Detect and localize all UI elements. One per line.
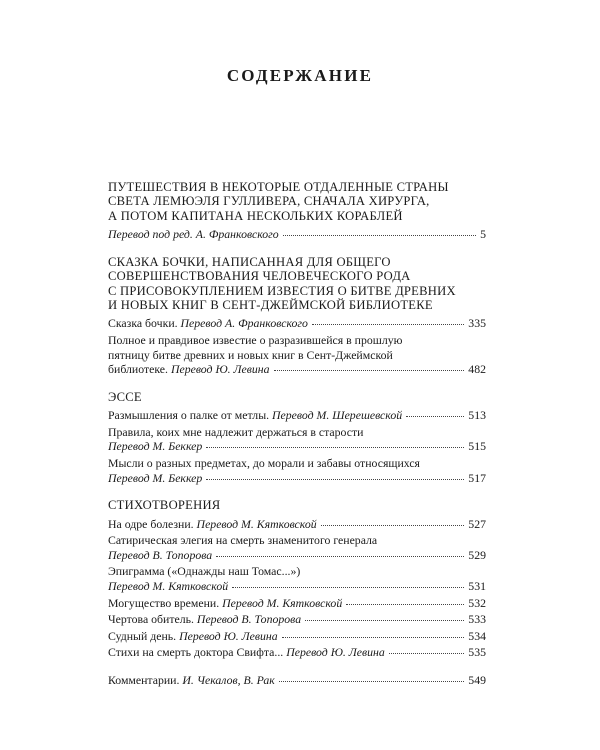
toc-entry — [108, 612, 486, 627]
table-of-contents — [108, 180, 486, 701]
dot-leader — [232, 586, 464, 588]
entry-title-line: Полное и правдивое известие о разразившейся в прошлую — [108, 333, 403, 348]
entry-text — [108, 408, 402, 423]
page-number: 549 — [468, 672, 486, 687]
toc-entry — [108, 227, 486, 242]
section-heading — [108, 390, 486, 404]
entry-text — [108, 612, 301, 627]
entry-last-line — [108, 316, 486, 331]
entry-text — [108, 471, 202, 486]
section-heading-line: И НОВЫХ КНИГ В СЕНТ-ДЖЕЙМСКОЙ БИБЛИОТЕКЕ — [108, 298, 433, 313]
page-number: 534 — [468, 628, 486, 643]
entry-translator: Перевод М. Кятковской — [108, 578, 229, 593]
toc-entry — [108, 456, 486, 485]
entry-last-line — [108, 471, 486, 486]
dot-leader — [206, 446, 464, 448]
entry-last-line — [108, 439, 486, 454]
dot-leader — [274, 369, 465, 371]
entry-text — [108, 227, 279, 242]
toc-section — [108, 498, 486, 660]
page-number: 535 — [468, 645, 486, 660]
page-number: 5 — [480, 227, 486, 242]
dot-leader — [206, 478, 464, 480]
entry-title-line: Сатирическая элегия на смерть знаменитого генерала — [108, 533, 378, 548]
entry-text — [108, 579, 228, 594]
entry-text — [108, 673, 275, 688]
entry-translator: И. Чекалов, В. Рак — [182, 672, 275, 687]
entry-title-line: Эпиграмма («Однажды наш Томас...») — [108, 564, 301, 579]
toc-section — [108, 255, 486, 377]
entry-last-line — [108, 362, 486, 377]
section-heading-line: А ПОТОМ КАПИТАНА НЕСКОЛЬКИХ КОРАБЛЕЙ — [108, 208, 403, 223]
entry-text — [108, 517, 317, 532]
section-heading-line: С ПРИСОВОКУПЛЕНИЕМ ИЗВЕСТИЯ О БИТВЕ ДРЕВНИХ — [108, 283, 456, 298]
page-title: СОДЕРЖАНИЕ — [226, 66, 374, 85]
page-number: 515 — [468, 439, 486, 454]
page-number: 513 — [468, 408, 486, 423]
entry-last-line — [108, 548, 486, 563]
section-heading-line: СКАЗКА БОЧКИ, НАПИСАННАЯ ДЛЯ ОБЩЕГО — [108, 254, 391, 269]
dot-leader — [216, 555, 464, 557]
section-heading-line: СТИХОТВОРЕНИЯ — [108, 498, 221, 513]
toc-section — [108, 673, 486, 688]
dot-leader — [406, 415, 464, 417]
page-number: 527 — [468, 516, 486, 531]
entry-translator: Перевод Ю. Левина — [286, 645, 385, 660]
page-number: 532 — [468, 595, 486, 610]
entry-title: Комментарии. — [108, 672, 183, 687]
entry-title-line: пятницу битве древних и новых книг в Сент-Джеймской — [108, 347, 393, 362]
entry-title: Судный день. — [108, 628, 180, 643]
entry-last-line — [108, 579, 486, 594]
section-heading — [108, 498, 486, 512]
entry-text — [108, 548, 212, 563]
entry-translator: Перевод В. Топорова — [108, 547, 213, 562]
toc-entry — [108, 316, 486, 331]
toc-entry — [108, 596, 486, 611]
entry-title: На одре болезни. — [108, 516, 197, 531]
entry-last-line — [108, 612, 486, 627]
toc-entry — [108, 629, 486, 644]
section-heading — [108, 255, 486, 313]
entry-title: Размышления о палке от метлы. — [108, 408, 273, 423]
dot-leader — [346, 603, 464, 605]
section-heading-line: СОВЕРШЕНСТВОВАНИЯ ЧЕЛОВЕЧЕСКОГО РОДА — [108, 269, 411, 284]
entry-text — [108, 316, 308, 331]
page-number: 517 — [468, 470, 486, 485]
dot-leader — [321, 524, 465, 526]
entry-last-line — [108, 517, 486, 532]
entry-title-line: Мысли о разных предметах, до морали и забавы относящихся — [108, 456, 420, 470]
entry-text — [108, 596, 342, 611]
toc-entry — [108, 533, 486, 562]
section-heading — [108, 180, 486, 223]
entry-translator: Перевод М. Беккер — [108, 470, 203, 485]
entry-translator: Перевод В. Топорова — [196, 612, 302, 627]
page-number: 533 — [468, 612, 486, 627]
entry-translator: Перевод Ю. Левина — [170, 362, 270, 377]
entry-last-line — [108, 227, 486, 242]
toc-section — [108, 180, 486, 242]
entry-translator: Перевод М. Кятковской — [222, 595, 343, 610]
dot-leader — [282, 636, 465, 638]
entry-translator: Перевод М. Кятковской — [196, 516, 317, 531]
toc-entry — [108, 425, 486, 454]
dot-leader — [312, 323, 464, 325]
entry-title: Сказка бочки. — [108, 316, 181, 331]
toc-entry — [108, 517, 486, 532]
toc-entry — [108, 408, 486, 423]
dot-leader — [305, 619, 464, 621]
dot-leader — [279, 680, 465, 682]
section-heading-line: ЭССЕ — [108, 389, 142, 404]
entry-translator: Перевод М. Беккер — [108, 439, 203, 454]
toc-entry — [108, 333, 486, 377]
entry-last-line — [108, 408, 486, 423]
entry-translator: Перевод под ред. А. Франковского — [108, 227, 279, 242]
entry-last-line — [108, 645, 486, 660]
entry-title: Чертова обитель. — [108, 612, 197, 627]
page-number: 335 — [468, 316, 486, 331]
toc-entry — [108, 673, 486, 688]
section-heading-line: ПУТЕШЕСТВИЯ В НЕКОТОРЫЕ ОТДАЛЕННЫЕ СТРАНЫ — [108, 180, 449, 194]
toc-entry — [108, 645, 486, 660]
page-number: 531 — [468, 578, 486, 593]
toc-entry — [108, 564, 486, 593]
entry-title: библиотеке. — [108, 362, 171, 377]
toc-section — [108, 390, 486, 485]
page-number: 482 — [468, 362, 486, 377]
entry-translator: Перевод Ю. Левина — [179, 628, 278, 643]
entry-last-line — [108, 629, 486, 644]
entry-text — [108, 362, 270, 377]
entry-text — [108, 629, 278, 644]
entry-text — [108, 645, 385, 660]
entry-text — [108, 439, 202, 454]
entry-translator: Перевод М. Шерешевской — [272, 408, 403, 423]
entry-title-line: Правила, коих мне надлежит держаться в старости — [108, 424, 364, 439]
entry-last-line — [108, 673, 486, 688]
page-number: 529 — [468, 547, 486, 562]
dot-leader — [283, 234, 476, 236]
entry-title: Стихи на смерть доктора Свифта... — [108, 645, 287, 660]
section-heading-line: СВЕТА ЛЕМЮЭЛЯ ГУЛЛИВЕРА, СНАЧАЛА ХИРУРГА, — [108, 194, 430, 209]
entry-last-line — [108, 596, 486, 611]
entry-title: Могущество времени. — [108, 595, 223, 610]
entry-translator: Перевод А. Франковского — [180, 316, 308, 331]
dot-leader — [389, 652, 465, 654]
